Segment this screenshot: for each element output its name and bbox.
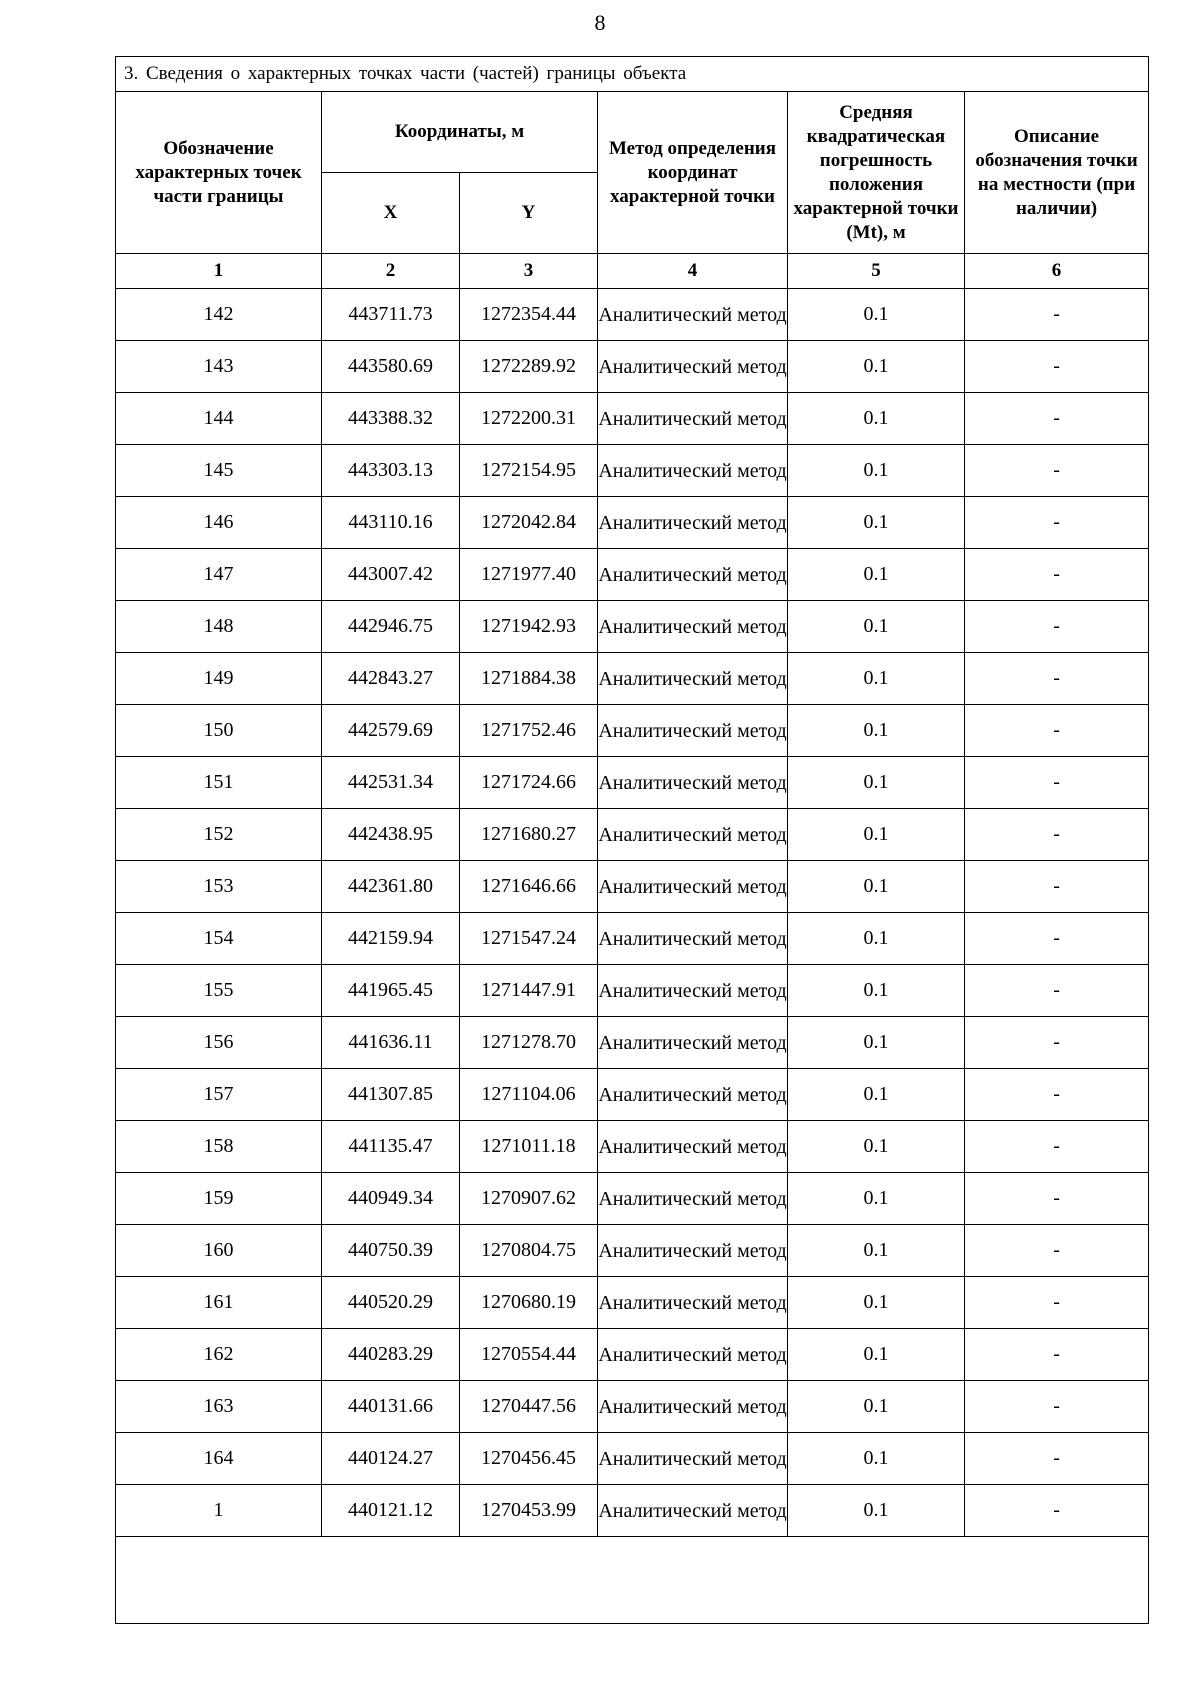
- header-x: X: [322, 173, 460, 254]
- header-row: [116, 92, 1149, 173]
- error-cell: 0.1: [788, 1017, 965, 1069]
- description-cell: -: [965, 1017, 1149, 1069]
- method-cell: Аналитический метод: [598, 1173, 788, 1225]
- method-cell: Аналитический метод: [598, 913, 788, 965]
- y-cell: 1271547.24: [460, 913, 598, 965]
- column-number: 2: [322, 254, 460, 289]
- y-cell: 1271752.46: [460, 705, 598, 757]
- method-cell: Аналитический метод: [598, 705, 788, 757]
- point-cell: 144: [116, 393, 322, 445]
- table-row: [116, 549, 1149, 601]
- x-cell: 443303.13: [322, 445, 460, 497]
- description-cell: -: [965, 601, 1149, 653]
- x-cell: 441135.47: [322, 1121, 460, 1173]
- error-cell: 0.1: [788, 809, 965, 861]
- method-cell: Аналитический метод: [598, 1381, 788, 1433]
- table-row: [116, 1121, 1149, 1173]
- column-number: 5: [788, 254, 965, 289]
- point-cell: 150: [116, 705, 322, 757]
- error-cell: 0.1: [788, 1485, 965, 1537]
- point-cell: 1: [116, 1485, 322, 1537]
- x-cell: 440949.34: [322, 1173, 460, 1225]
- description-cell: -: [965, 393, 1149, 445]
- x-cell: 442946.75: [322, 601, 460, 653]
- point-cell: 164: [116, 1433, 322, 1485]
- point-cell: 148: [116, 601, 322, 653]
- point-cell: 156: [116, 1017, 322, 1069]
- description-cell: -: [965, 497, 1149, 549]
- x-cell: 440131.66: [322, 1381, 460, 1433]
- x-cell: 443580.69: [322, 341, 460, 393]
- description-cell: -: [965, 1225, 1149, 1277]
- footer-row: [116, 1537, 1149, 1624]
- description-cell: -: [965, 861, 1149, 913]
- y-cell: 1271278.70: [460, 1017, 598, 1069]
- table-row: [116, 1173, 1149, 1225]
- description-cell: -: [965, 1069, 1149, 1121]
- x-cell: 440121.12: [322, 1485, 460, 1537]
- description-cell: -: [965, 445, 1149, 497]
- y-cell: 1271942.93: [460, 601, 598, 653]
- header-method: Метод определения координат характерной точки: [598, 92, 788, 254]
- y-cell: 1272200.31: [460, 393, 598, 445]
- x-cell: 442579.69: [322, 705, 460, 757]
- header-coordinates: Координаты, м: [322, 92, 598, 173]
- table-row: [116, 1277, 1149, 1329]
- x-cell: 442531.34: [322, 757, 460, 809]
- error-cell: 0.1: [788, 1069, 965, 1121]
- description-cell: -: [965, 289, 1149, 341]
- x-cell: 441307.85: [322, 1069, 460, 1121]
- point-cell: 143: [116, 341, 322, 393]
- page-number: 8: [594, 10, 606, 35]
- description-cell: -: [965, 1329, 1149, 1381]
- point-cell: 155: [116, 965, 322, 1017]
- error-cell: 0.1: [788, 549, 965, 601]
- method-cell: Аналитический метод: [598, 809, 788, 861]
- point-cell: 142: [116, 289, 322, 341]
- description-cell: -: [965, 341, 1149, 393]
- table-row: [116, 1225, 1149, 1277]
- method-cell: Аналитический метод: [598, 1433, 788, 1485]
- x-cell: 442159.94: [322, 913, 460, 965]
- table-row: [116, 809, 1149, 861]
- point-cell: 158: [116, 1121, 322, 1173]
- method-cell: Аналитический метод: [598, 1017, 788, 1069]
- section-title-row: [116, 57, 1149, 92]
- table-row: [116, 601, 1149, 653]
- method-cell: Аналитический метод: [598, 861, 788, 913]
- error-cell: 0.1: [788, 965, 965, 1017]
- point-cell: 146: [116, 497, 322, 549]
- header-point: Обозначение характерных точек части границы: [116, 92, 322, 254]
- column-number: 1: [116, 254, 322, 289]
- method-cell: Аналитический метод: [598, 757, 788, 809]
- x-cell: 441965.45: [322, 965, 460, 1017]
- y-cell: 1270456.45: [460, 1433, 598, 1485]
- method-cell: Аналитический метод: [598, 1485, 788, 1537]
- table-row: [116, 757, 1149, 809]
- method-cell: Аналитический метод: [598, 965, 788, 1017]
- column-number: 6: [965, 254, 1149, 289]
- table-row: [116, 1017, 1149, 1069]
- table-row: [116, 861, 1149, 913]
- x-cell: 442438.95: [322, 809, 460, 861]
- y-cell: 1271977.40: [460, 549, 598, 601]
- error-cell: 0.1: [788, 913, 965, 965]
- point-cell: 154: [116, 913, 322, 965]
- table-row: [116, 913, 1149, 965]
- error-cell: 0.1: [788, 601, 965, 653]
- table-row: [116, 1381, 1149, 1433]
- table-row: [116, 1485, 1149, 1537]
- method-cell: Аналитический метод: [598, 497, 788, 549]
- description-cell: -: [965, 809, 1149, 861]
- method-cell: Аналитический метод: [598, 601, 788, 653]
- description-cell: -: [965, 549, 1149, 601]
- description-cell: -: [965, 1173, 1149, 1225]
- method-cell: Аналитический метод: [598, 1277, 788, 1329]
- y-cell: 1270907.62: [460, 1173, 598, 1225]
- description-cell: -: [965, 965, 1149, 1017]
- method-cell: Аналитический метод: [598, 1329, 788, 1381]
- method-cell: Аналитический метод: [598, 289, 788, 341]
- table-row: [116, 1069, 1149, 1121]
- y-cell: 1272289.92: [460, 341, 598, 393]
- y-cell: 1271447.91: [460, 965, 598, 1017]
- table-row: [116, 497, 1149, 549]
- error-cell: 0.1: [788, 1277, 965, 1329]
- point-cell: 160: [116, 1225, 322, 1277]
- point-cell: 163: [116, 1381, 322, 1433]
- table-row: [116, 445, 1149, 497]
- error-cell: 0.1: [788, 1329, 965, 1381]
- y-cell: 1271646.66: [460, 861, 598, 913]
- method-cell: Аналитический метод: [598, 549, 788, 601]
- error-cell: 0.1: [788, 861, 965, 913]
- y-cell: 1272042.84: [460, 497, 598, 549]
- x-cell: 440750.39: [322, 1225, 460, 1277]
- description-cell: -: [965, 1485, 1149, 1537]
- x-cell: 440283.29: [322, 1329, 460, 1381]
- y-cell: 1271011.18: [460, 1121, 598, 1173]
- method-cell: Аналитический метод: [598, 1069, 788, 1121]
- error-cell: 0.1: [788, 1121, 965, 1173]
- table-body: [116, 289, 1149, 1537]
- error-cell: 0.1: [788, 653, 965, 705]
- error-cell: 0.1: [788, 1173, 965, 1225]
- y-cell: 1270680.19: [460, 1277, 598, 1329]
- table-row: [116, 393, 1149, 445]
- table-row: [116, 1433, 1149, 1485]
- x-cell: 443711.73: [322, 289, 460, 341]
- section-title: 3. Сведения о характерных точках части (частей) границы объекта: [116, 57, 1149, 92]
- point-cell: 149: [116, 653, 322, 705]
- description-cell: -: [965, 1433, 1149, 1485]
- x-cell: 443388.32: [322, 393, 460, 445]
- x-cell: 443007.42: [322, 549, 460, 601]
- point-cell: 153: [116, 861, 322, 913]
- column-number-row: [116, 254, 1149, 289]
- error-cell: 0.1: [788, 757, 965, 809]
- error-cell: 0.1: [788, 289, 965, 341]
- y-cell: 1270804.75: [460, 1225, 598, 1277]
- x-cell: 440124.27: [322, 1433, 460, 1485]
- y-cell: 1270554.44: [460, 1329, 598, 1381]
- error-cell: 0.1: [788, 705, 965, 757]
- x-cell: 442843.27: [322, 653, 460, 705]
- table-row: [116, 965, 1149, 1017]
- point-cell: 145: [116, 445, 322, 497]
- y-cell: 1270453.99: [460, 1485, 598, 1537]
- description-cell: -: [965, 705, 1149, 757]
- method-cell: Аналитический метод: [598, 445, 788, 497]
- x-cell: 442361.80: [322, 861, 460, 913]
- point-cell: 161: [116, 1277, 322, 1329]
- point-cell: 159: [116, 1173, 322, 1225]
- error-cell: 0.1: [788, 445, 965, 497]
- header-y: Y: [460, 173, 598, 254]
- error-cell: 0.1: [788, 1381, 965, 1433]
- description-cell: -: [965, 757, 1149, 809]
- method-cell: Аналитический метод: [598, 341, 788, 393]
- error-cell: 0.1: [788, 393, 965, 445]
- error-cell: 0.1: [788, 497, 965, 549]
- y-cell: 1270447.56: [460, 1381, 598, 1433]
- point-cell: 147: [116, 549, 322, 601]
- y-cell: 1271724.66: [460, 757, 598, 809]
- header-error: Средняя квадратическая погрешность положения характерной точки (Mt), м: [788, 92, 965, 254]
- point-cell: 157: [116, 1069, 322, 1121]
- method-cell: Аналитический метод: [598, 1225, 788, 1277]
- boundary-points-table: [115, 56, 1149, 1624]
- description-cell: -: [965, 1381, 1149, 1433]
- method-cell: Аналитический метод: [598, 1121, 788, 1173]
- table-row: [116, 289, 1149, 341]
- y-cell: 1271884.38: [460, 653, 598, 705]
- column-number: 4: [598, 254, 788, 289]
- y-cell: 1272154.95: [460, 445, 598, 497]
- column-number: 3: [460, 254, 598, 289]
- error-cell: 0.1: [788, 1433, 965, 1485]
- error-cell: 0.1: [788, 341, 965, 393]
- error-cell: 0.1: [788, 1225, 965, 1277]
- table-row: [116, 653, 1149, 705]
- method-cell: Аналитический метод: [598, 653, 788, 705]
- point-cell: 151: [116, 757, 322, 809]
- description-cell: -: [965, 1277, 1149, 1329]
- table-row: [116, 705, 1149, 757]
- table-row: [116, 341, 1149, 393]
- x-cell: 441636.11: [322, 1017, 460, 1069]
- description-cell: -: [965, 1121, 1149, 1173]
- method-cell: Аналитический метод: [598, 393, 788, 445]
- header-description: Описание обозначения точки на местности (при наличии): [965, 92, 1149, 254]
- x-cell: 443110.16: [322, 497, 460, 549]
- table-row: [116, 1329, 1149, 1381]
- y-cell: 1271104.06: [460, 1069, 598, 1121]
- y-cell: 1272354.44: [460, 289, 598, 341]
- description-cell: -: [965, 913, 1149, 965]
- description-cell: -: [965, 653, 1149, 705]
- x-cell: 440520.29: [322, 1277, 460, 1329]
- y-cell: 1271680.27: [460, 809, 598, 861]
- point-cell: 162: [116, 1329, 322, 1381]
- footer-cell: [116, 1537, 1149, 1624]
- point-cell: 152: [116, 809, 322, 861]
